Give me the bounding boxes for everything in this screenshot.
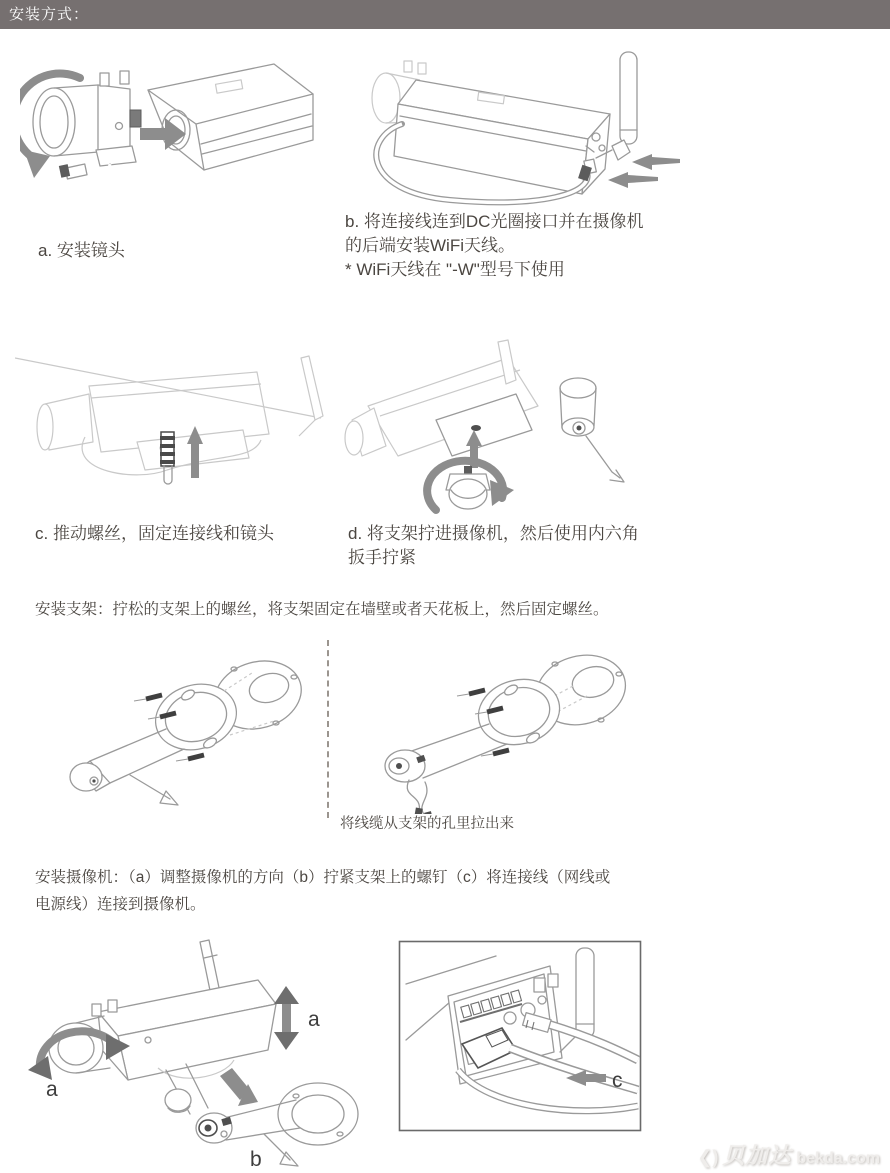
caption-step-d-line2: 扳手拧紧 [348, 548, 416, 567]
label-cable-c: c [612, 1069, 623, 1092]
figure-divider [327, 640, 329, 818]
figure-adjust-camera [18, 928, 366, 1170]
caption-step-b-line1: b. 将连接线连到DC光圈接口并在摄像机 [345, 212, 644, 231]
camera-body [394, 80, 610, 194]
caption-step-d-line1: d. 将支架拧进摄像机，然后使用内六角 [348, 524, 639, 543]
updown-arrow-icon [274, 986, 299, 1050]
camera-section-line1: 安装摄像机：（a）调整摄像机的方向（b）拧紧支架上的螺钉（c）将连接线（网线或 [35, 869, 611, 886]
camera-section-text [35, 864, 610, 918]
figure-bracket-cable [343, 636, 655, 814]
caption-step-b [345, 210, 643, 282]
camera-body-faded [345, 340, 538, 456]
watermark-domain: bekda.com [796, 1150, 880, 1167]
watermark-brand: 贝加达 [722, 1143, 792, 1168]
watermark [697, 1139, 880, 1170]
figure-connect-cables [398, 940, 644, 1134]
label-screw-b: b [250, 1148, 262, 1170]
mount-arm [165, 1064, 208, 1114]
bracket-figure-caption: 将线缆从支架的孔里拉出来 [340, 816, 514, 832]
plug-screw [160, 432, 175, 484]
figure-push-screw [15, 340, 327, 512]
camera-body [148, 64, 313, 170]
figure-attach-lens [20, 46, 332, 238]
figure-screw-bracket [340, 334, 662, 516]
section-header-bar [0, 0, 890, 29]
caption-step-d [348, 522, 639, 570]
figure-attach-antenna [358, 42, 688, 220]
page-title: 安装方式： [9, 6, 90, 23]
caption-step-c: c. 推动螺丝，固定连接线和镜头 [35, 524, 274, 543]
lens-cable [59, 164, 168, 207]
mount-knob [446, 466, 490, 509]
bracket [196, 1083, 358, 1145]
drop-arrow-icon [220, 1068, 258, 1106]
pulled-cables [407, 780, 433, 814]
bracket-hexkey [560, 378, 624, 482]
caption-step-a: a. 安装镜头 [38, 241, 125, 260]
caption-step-b-line3: * WiFi天线在 "-W"型号下使用 [345, 260, 565, 279]
lens-assembly [33, 71, 141, 166]
label-tilt-a: a [308, 1008, 320, 1031]
caption-step-b-line2: 的后端安装WiFi天线。 [345, 236, 515, 255]
bracket-section-text: 安装支架：拧松的支架上的螺丝，将支架固定在墙壁或者天花板上，然后固定螺丝。 [35, 601, 609, 618]
camera-section-line2: 电源线）连接到摄像机。 [35, 896, 206, 913]
hex-wrench [130, 775, 178, 805]
label-rotate-a: a [46, 1078, 58, 1101]
bekda-logo-icon: ❮) [697, 1147, 719, 1167]
figure-bracket-mount [38, 633, 330, 821]
